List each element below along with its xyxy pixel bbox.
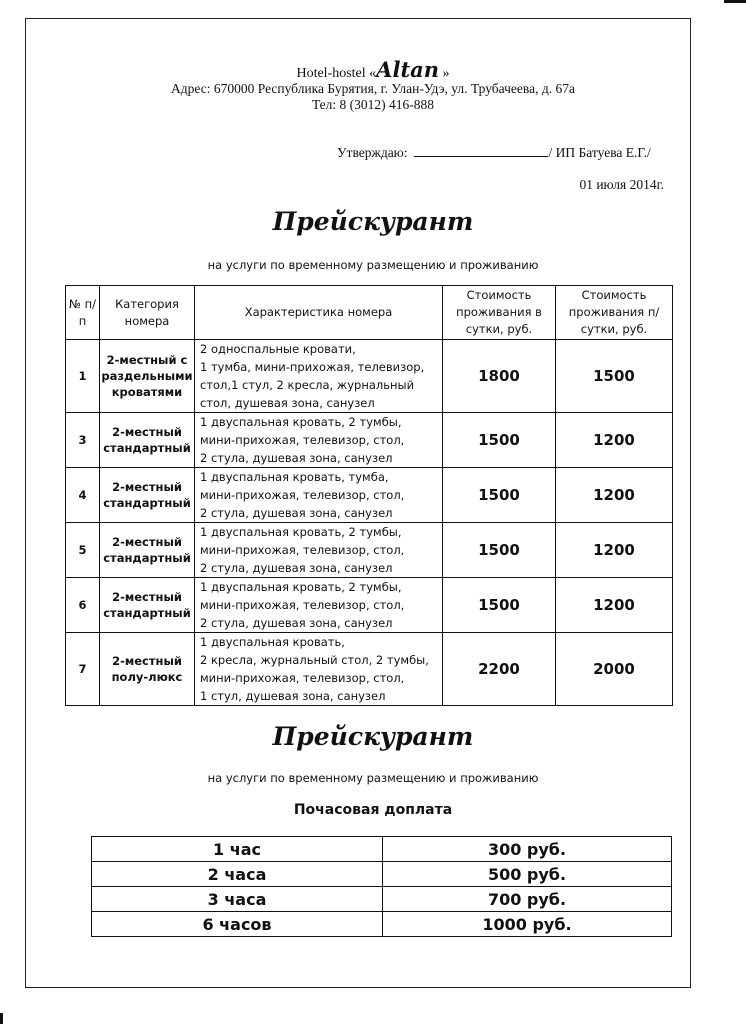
row-category: 2-местный стандартный [100, 523, 195, 578]
description-line: 1 двуспальная кровать, 2 тумбы, [200, 580, 402, 594]
description-line: 1 стул, душевая зона, санузел [200, 689, 386, 703]
row-category: 2-местный стандартный [100, 468, 195, 523]
row-price-halfday: 2000 [556, 633, 673, 706]
table-row [92, 837, 672, 862]
scan-corner-mark [724, 0, 746, 3]
hotel-prefix: Hotel-hostel « [296, 66, 377, 81]
row-description [195, 578, 443, 633]
table-row [92, 912, 672, 937]
row-price-day: 1500 [443, 468, 556, 523]
scan-edge-mark [0, 1013, 3, 1024]
col-header-description: Характеристика номера [195, 286, 443, 340]
hotel-name: Altan [376, 57, 440, 82]
row-price-halfday: 1200 [556, 578, 673, 633]
table-row [66, 633, 673, 706]
row-num: 5 [66, 523, 100, 578]
hourly-price: 300 руб. [383, 837, 672, 862]
table-row [66, 523, 673, 578]
table-row [66, 340, 673, 413]
row-description [195, 523, 443, 578]
row-num: 6 [66, 578, 100, 633]
row-category: 2-местный стандартный [100, 578, 195, 633]
row-num: 4 [66, 468, 100, 523]
description-line: мини-прихожая, телевизор, стол, [200, 433, 405, 447]
hotel-suffix: » [439, 66, 450, 81]
hourly-surcharge-title: Почасовая доплата [293, 802, 453, 818]
row-description [195, 340, 443, 413]
pricelist-title: Прейскурант [272, 207, 474, 236]
row-price-halfday: 1200 [556, 468, 673, 523]
description-line: 2 стула, душевая зона, санузел [200, 561, 393, 575]
row-price-halfday: 1200 [556, 413, 673, 468]
description-line: 1 двуспальная кровать, 2 тумбы, [200, 415, 402, 429]
col-header-price-day: Стоимость проживания в сутки, руб. [443, 286, 556, 340]
room-price-table [65, 285, 673, 706]
hourly-duration: 2 часа [92, 862, 383, 887]
row-num: 3 [66, 413, 100, 468]
row-description [195, 633, 443, 706]
hotel-phone: Тел: 8 (3012) 416-888 [311, 97, 435, 112]
description-line: 2 стула, душевая зона, санузел [200, 451, 393, 465]
row-num: 7 [66, 633, 100, 706]
col-header-category: Категория номера [100, 286, 195, 340]
approval-line [337, 145, 651, 161]
row-price-day: 1500 [443, 523, 556, 578]
approve-name: / ИП Батуева Е.Г./ [548, 145, 651, 160]
description-line: мини-прихожая, телевизор, стол, [200, 488, 405, 502]
table-row [92, 887, 672, 912]
hourly-duration: 1 час [92, 837, 383, 862]
description-line: 1 двуспальная кровать, тумба, [200, 470, 389, 484]
table-row [66, 413, 673, 468]
row-price-day: 1500 [443, 413, 556, 468]
row-description [195, 468, 443, 523]
table-row [92, 862, 672, 887]
description-line: 1 двуспальная кровать, [200, 635, 345, 649]
col-header-num: № п/п [66, 286, 100, 340]
hourly-price: 1000 руб. [383, 912, 672, 937]
row-price-halfday: 1200 [556, 523, 673, 578]
description-line: мини-прихожая, телевизор, стол, [200, 598, 405, 612]
row-category: 2-местный полу-люкс [100, 633, 195, 706]
description-line: стол, душевая зона, санузел [200, 396, 375, 410]
table-row [66, 468, 673, 523]
row-category: 2-местный стандартный [100, 413, 195, 468]
hotel-title [0, 57, 746, 82]
row-price-day: 2200 [443, 633, 556, 706]
description-line: мини-прихожая, телевизор, стол, [200, 671, 405, 685]
description-line: 1 двуспальная кровать, 2 тумбы, [200, 525, 402, 539]
col-header-price-halfday: Стоимость проживания п/сутки, руб. [556, 286, 673, 340]
description-line: 2 стула, душевая зона, санузел [200, 616, 393, 630]
pricelist-title-hourly: Прейскурант [272, 722, 474, 751]
document-date: 01 июля 2014г. [579, 177, 664, 192]
pricelist-subtitle: на услуги по временному размещению и проживанию [207, 258, 539, 272]
hourly-price: 700 руб. [383, 887, 672, 912]
hourly-duration: 6 часов [92, 912, 383, 937]
row-num: 1 [66, 340, 100, 413]
description-line: 2 односпальные кровати, [200, 342, 356, 356]
row-description [195, 413, 443, 468]
hotel-address: Адрес: 670000 Республика Бурятия, г. Улан-Удэ, ул. Трубачеева, д. 67а [171, 81, 575, 96]
row-price-day: 1500 [443, 578, 556, 633]
hourly-duration: 3 часа [92, 887, 383, 912]
description-line: мини-прихожая, телевизор, стол, [200, 543, 405, 557]
description-line: 2 стула, душевая зона, санузел [200, 506, 393, 520]
row-price-day: 1800 [443, 340, 556, 413]
row-category: 2-местный с раздельными кроватями [100, 340, 195, 413]
hourly-price: 500 руб. [383, 862, 672, 887]
description-line: стол,1 стул, 2 кресла, журнальный [200, 378, 415, 392]
description-line: 2 кресла, журнальный стол, 2 тумбы, [200, 653, 429, 667]
table-row [66, 578, 673, 633]
hourly-price-table [91, 836, 672, 937]
pricelist-subtitle-hourly: на услуги по временному размещению и проживанию [207, 771, 539, 785]
table-header-row [66, 286, 673, 340]
row-price-halfday: 1500 [556, 340, 673, 413]
description-line: 1 тумба, мини-прихожая, телевизор, [200, 360, 425, 374]
approve-label: Утверждаю: [337, 145, 408, 160]
signature-blank [414, 145, 548, 157]
